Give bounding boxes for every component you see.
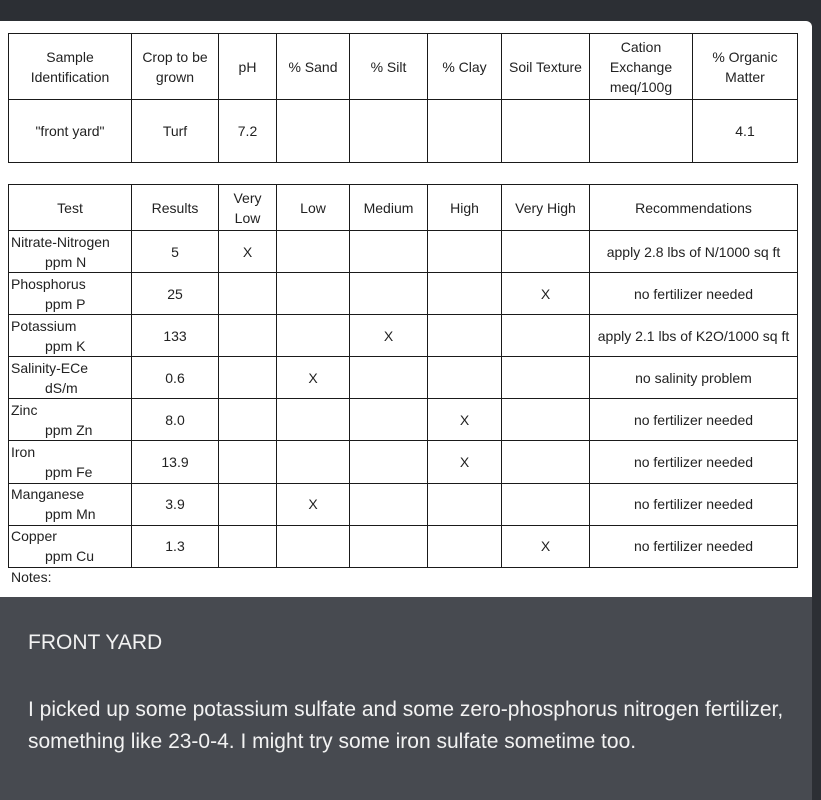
level-mark bbox=[502, 441, 590, 483]
post-heading: FRONT YARD bbox=[28, 631, 163, 654]
test-unit: ppm Mn bbox=[45, 506, 96, 523]
test-name: Iron bbox=[11, 444, 36, 461]
nutrient-row bbox=[9, 399, 798, 441]
header-very-high: Very High bbox=[502, 185, 590, 231]
level-mark: X bbox=[502, 525, 590, 567]
level-mark bbox=[350, 525, 428, 567]
recommendation: apply 2.8 lbs of N/1000 sq ft bbox=[590, 231, 798, 273]
level-mark: X bbox=[277, 483, 350, 525]
header-test: Test bbox=[9, 185, 132, 231]
result-value: 8.0 bbox=[132, 399, 219, 441]
nutrient-header-row bbox=[9, 185, 798, 231]
cell-ph: 7.2 bbox=[219, 100, 277, 163]
recommendation: no salinity problem bbox=[590, 357, 798, 399]
level-mark bbox=[219, 483, 277, 525]
cell-crop: Turf bbox=[132, 100, 219, 163]
level-mark bbox=[350, 441, 428, 483]
test-name-cell bbox=[9, 315, 132, 357]
test-name-cell bbox=[9, 525, 132, 567]
header-sand: % Sand bbox=[277, 34, 350, 100]
test-name: Potassium bbox=[11, 317, 77, 334]
level-mark bbox=[219, 273, 277, 315]
test-name-cell bbox=[9, 231, 132, 273]
level-mark bbox=[219, 441, 277, 483]
test-unit: ppm N bbox=[45, 253, 87, 270]
level-mark: X bbox=[350, 315, 428, 357]
sample-info-header-row bbox=[9, 34, 798, 100]
soil-report-image bbox=[0, 21, 812, 597]
level-mark bbox=[277, 399, 350, 441]
level-mark: X bbox=[428, 399, 502, 441]
result-value: 3.9 bbox=[132, 483, 219, 525]
recommendation: no fertilizer needed bbox=[590, 483, 798, 525]
nutrient-row bbox=[9, 525, 798, 567]
test-name-cell bbox=[9, 357, 132, 399]
level-mark bbox=[428, 483, 502, 525]
level-mark bbox=[219, 399, 277, 441]
level-mark bbox=[502, 315, 590, 357]
header-soil-texture: Soil Texture bbox=[502, 34, 590, 100]
level-mark bbox=[428, 357, 502, 399]
recommendation: apply 2.1 lbs of K2O/1000 sq ft bbox=[590, 315, 798, 357]
header-ph: pH bbox=[219, 34, 277, 100]
test-name-cell bbox=[9, 273, 132, 315]
level-mark bbox=[219, 315, 277, 357]
test-name-cell bbox=[9, 483, 132, 525]
level-mark: X bbox=[277, 357, 350, 399]
nutrient-row bbox=[9, 357, 798, 399]
test-unit: ppm K bbox=[45, 337, 86, 354]
cell-sand bbox=[277, 100, 350, 163]
header-low: Low bbox=[277, 185, 350, 231]
level-mark bbox=[277, 525, 350, 567]
header-high: High bbox=[428, 185, 502, 231]
header-organic-matter: % Organic Matter bbox=[693, 34, 798, 100]
test-unit: ppm P bbox=[45, 295, 86, 312]
recommendation: no fertilizer needed bbox=[590, 441, 798, 483]
header-medium: Medium bbox=[350, 185, 428, 231]
level-mark bbox=[350, 231, 428, 273]
test-unit: ppm Zn bbox=[45, 421, 93, 438]
nutrient-row bbox=[9, 231, 798, 273]
cell-soil-texture bbox=[502, 100, 590, 163]
header-clay: % Clay bbox=[428, 34, 502, 100]
test-name-cell bbox=[9, 441, 132, 483]
level-mark bbox=[350, 357, 428, 399]
level-mark: X bbox=[502, 273, 590, 315]
cell-silt bbox=[350, 100, 428, 163]
header-cation-exchange: Cation Exchange meq/100g bbox=[590, 34, 693, 100]
recommendation: no fertilizer needed bbox=[590, 525, 798, 567]
test-name: Zinc bbox=[11, 401, 38, 418]
cell-cation-exchange bbox=[590, 100, 693, 163]
result-value: 1.3 bbox=[132, 525, 219, 567]
test-name: Salinity-ECe bbox=[11, 359, 89, 376]
nutrient-row bbox=[9, 273, 798, 315]
level-mark bbox=[502, 483, 590, 525]
level-mark bbox=[350, 483, 428, 525]
header-crop: Crop to be grown bbox=[132, 34, 219, 100]
test-name: Nitrate-Nitrogen bbox=[11, 233, 110, 250]
nutrient-row bbox=[9, 483, 798, 525]
sample-info-table bbox=[8, 33, 798, 163]
level-mark bbox=[502, 357, 590, 399]
header-results: Results bbox=[132, 185, 219, 231]
level-mark bbox=[428, 273, 502, 315]
test-name: Phosphorus bbox=[11, 275, 86, 292]
test-name: Manganese bbox=[11, 486, 85, 503]
test-unit: dS/m bbox=[45, 379, 78, 396]
result-value: 13.9 bbox=[132, 441, 219, 483]
recommendation: no fertilizer needed bbox=[590, 273, 798, 315]
result-value: 0.6 bbox=[132, 357, 219, 399]
header-sample-identification: Sample Identification bbox=[9, 34, 132, 100]
level-mark bbox=[219, 357, 277, 399]
header-recommendations: Recommendations bbox=[590, 185, 798, 231]
recommendation: no fertilizer needed bbox=[590, 399, 798, 441]
nutrient-row bbox=[9, 315, 798, 357]
post-text: I picked up some potassium sulfate and some zero-phosphorus nitrogen fertilizer, something like 23-0-4. I might try some iron sulfate sometime too. bbox=[28, 698, 784, 753]
post-body bbox=[0, 597, 812, 800]
sample-info-row bbox=[9, 100, 798, 163]
test-unit: ppm Fe bbox=[45, 464, 93, 481]
level-mark bbox=[428, 231, 502, 273]
level-mark bbox=[350, 399, 428, 441]
cell-sample-identification: "front yard" bbox=[9, 100, 132, 163]
cell-clay bbox=[428, 100, 502, 163]
notes-label: Notes: bbox=[11, 569, 52, 585]
test-name: Copper bbox=[11, 528, 57, 545]
test-unit: ppm Cu bbox=[45, 548, 95, 565]
level-mark bbox=[219, 525, 277, 567]
cell-organic-matter: 4.1 bbox=[693, 100, 798, 163]
level-mark bbox=[350, 273, 428, 315]
nutrient-row bbox=[9, 441, 798, 483]
result-value: 133 bbox=[132, 315, 219, 357]
nutrient-test-table bbox=[8, 184, 798, 568]
level-mark bbox=[428, 315, 502, 357]
level-mark bbox=[277, 315, 350, 357]
level-mark bbox=[277, 441, 350, 483]
result-value: 5 bbox=[132, 231, 219, 273]
level-mark bbox=[502, 399, 590, 441]
level-mark: X bbox=[428, 441, 502, 483]
header-silt: % Silt bbox=[350, 34, 428, 100]
level-mark bbox=[428, 525, 502, 567]
level-mark bbox=[502, 231, 590, 273]
test-name-cell bbox=[9, 399, 132, 441]
result-value: 25 bbox=[132, 273, 219, 315]
level-mark bbox=[277, 273, 350, 315]
header-very-low: Very Low bbox=[219, 185, 277, 231]
level-mark bbox=[277, 231, 350, 273]
level-mark: X bbox=[219, 231, 277, 273]
